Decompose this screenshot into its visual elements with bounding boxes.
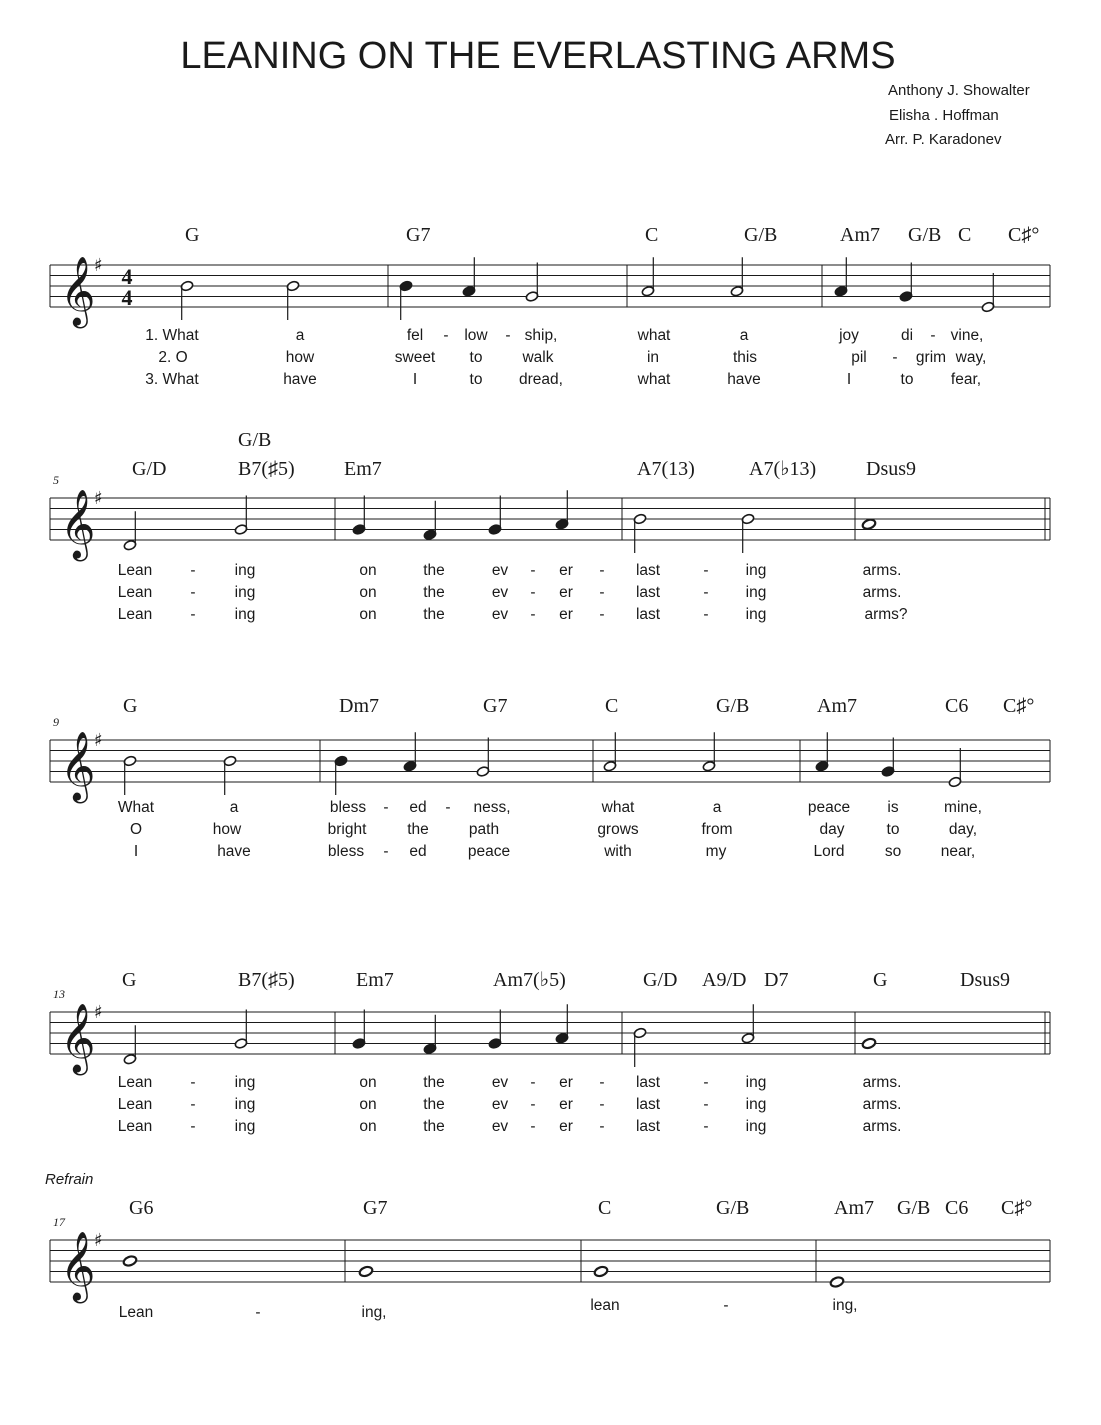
chord-symbol: G/B [716,695,750,717]
lyric-syllable: path [468,821,500,838]
chord-symbol: Dsus9 [960,969,1011,991]
lyric-syllable: grim [915,349,947,366]
lyric-syllable: ing [234,1118,256,1135]
lyric-syllable: the [423,1118,445,1135]
chord-symbol: G/B [238,429,272,451]
whole-note [861,518,876,530]
quarter-note [352,496,366,536]
lyric-syllable: near, [940,843,976,860]
chord-symbol: C♯° [1001,1197,1033,1219]
lyric-hyphen: - [599,606,605,623]
lyric-syllable: how [212,821,242,838]
lyric-syllable: the [423,584,445,601]
lyric-syllable: er [559,1074,573,1091]
lyric-syllable: walk [522,349,554,366]
chord-symbol: A7(13) [637,458,695,480]
lyric-syllable: peace [467,843,511,860]
lyric-syllable: er [559,1096,573,1113]
lyric-syllable: a [295,327,305,344]
lyric-hyphen: - [703,584,709,601]
svg-text:𝄞: 𝄞 [60,489,96,559]
lyric-syllable: last [635,1118,661,1135]
lyric-syllable: is [887,799,899,816]
chord-symbol: Am7(♭5) [493,969,566,991]
chord-symbol: G7 [406,224,431,246]
lyric-syllable: with [604,843,632,860]
chord-symbol: Am7 [834,1197,874,1219]
measure-number: 13 [53,987,65,1001]
lyric-syllable: arms. [862,1118,902,1135]
half-note [981,273,995,313]
whole-note [829,1276,844,1288]
lyric-syllable: Lean [117,606,153,623]
lyric-hyphen: - [703,1118,709,1135]
quarter-note [423,501,437,541]
lyric-syllable: arms. [862,1074,902,1091]
half-note [286,280,300,320]
lyric-syllable: ing, [832,1297,858,1314]
lyric-hyphen: - [530,562,536,579]
chord-symbol: C6 [945,1197,969,1219]
lyric-syllable: pil [851,349,867,366]
lyric-hyphen: - [599,1118,605,1135]
lyric-syllable: to [469,349,483,366]
lyric-hyphen: - [530,1096,536,1113]
chord-symbol: G/B [716,1197,750,1219]
lyric-syllable: on [359,606,377,623]
lyric-syllable: way, [955,349,987,366]
quarter-note [488,496,502,536]
chord-symbol: C [598,1197,612,1219]
lyric-hyphen: - [599,584,605,601]
lyric-hyphen: - [190,606,196,623]
lyric-syllable: ing [234,562,256,579]
lyric-syllable: how [285,349,315,366]
lyric-syllable: from [701,821,733,838]
lyric-syllable: ing [234,1074,256,1091]
lyric-syllable: Lean [117,1096,153,1113]
lyric-hyphen: - [599,1074,605,1091]
lyric-syllable: the [423,1096,445,1113]
lyric-syllable: ed [409,799,427,816]
quarter-note [815,732,829,772]
lyric-syllable: this [732,349,758,366]
lyric-hyphen: - [530,1118,536,1135]
half-note [741,513,755,553]
chord-symbol: G/B [908,224,942,246]
quarter-note [881,738,895,778]
lyric-syllable: ev [491,1096,509,1113]
half-note [702,732,716,772]
lyric-syllable: I [846,371,852,388]
lyric-syllable: Lean [117,584,153,601]
lyric-syllable: bless [329,799,367,816]
lyric-syllable: Lord [813,843,845,860]
lyric-syllable: ing [234,606,256,623]
lyric-syllable: ing [745,584,767,601]
lyric-syllable: er [559,562,573,579]
lyric-syllable: a [739,327,749,344]
chord-symbol: C6 [945,695,969,717]
lyric-syllable: 2. O [158,349,188,366]
lyric-syllable: arms. [862,562,902,579]
half-note [633,1027,647,1067]
lyric-syllable: low [464,327,488,344]
treble-clef-icon [60,256,95,328]
lyric-hyphen: - [703,1074,709,1091]
half-note [948,748,962,788]
half-note [633,513,647,553]
quarter-note [462,257,476,297]
half-note [223,755,237,795]
lyric-syllable: dread, [519,371,563,388]
lyric-syllable: er [559,584,573,601]
section-label: Refrain [45,1171,94,1188]
svg-text:♯: ♯ [94,1230,103,1251]
measure-number: 9 [53,715,59,729]
chord-symbol: C♯° [1003,695,1035,717]
half-note [476,738,490,778]
lyric-syllable: on [359,1118,377,1135]
lyric-syllable: joy [839,327,859,344]
lyric-syllable: ing [745,1074,767,1091]
lyric-hyphen: - [190,584,196,601]
lyric-syllable: what [637,327,671,344]
whole-note [358,1265,373,1277]
half-note [123,511,137,551]
lyric-syllable: a [712,799,722,816]
lyric-syllable: my [705,843,727,860]
half-note [234,1010,248,1050]
lyric-syllable: Lean [118,1304,154,1321]
quarter-note [488,1010,502,1050]
lyric-hyphen: - [190,1074,196,1091]
chord-symbol: C♯° [1008,224,1040,246]
lyric-syllable: er [559,606,573,623]
chord-symbol: G/D [132,458,167,480]
quarter-note [555,1004,569,1044]
lyric-syllable: Lean [117,562,153,579]
lyric-syllable: ing [745,1118,767,1135]
lyric-syllable: ing [745,562,767,579]
quarter-note [834,257,848,297]
lyric-hyphen: - [703,562,709,579]
lyric-syllable: 1. What [145,327,199,344]
half-note [525,263,539,303]
lyric-syllable: ed [409,843,427,860]
lyric-syllable: a [229,799,239,816]
svg-text:♯: ♯ [94,255,103,276]
lyric-hyphen: - [599,562,605,579]
lyric-syllable: last [635,606,661,623]
lyric-syllable: fel [406,327,424,344]
chord-symbol: Em7 [356,969,394,991]
lyric-syllable: ing [745,606,767,623]
lyric-syllable: ev [491,584,509,601]
lyric-syllable: ev [491,606,509,623]
half-note [123,755,137,795]
lyric-syllable: on [359,1096,377,1113]
lyric-hyphen: - [190,562,196,579]
chord-symbol: G [873,969,888,991]
lyric-hyphen: - [930,327,936,344]
lyric-hyphen: - [443,327,449,344]
half-note [603,732,617,772]
lyric-syllable: last [635,1074,661,1091]
lyric-syllable: ing [234,584,256,601]
quarter-note [334,755,348,795]
lyric-hyphen: - [445,799,451,816]
lyric-syllable: ship, [524,327,558,344]
lyric-syllable: last [635,584,661,601]
chord-symbol: D7 [764,969,789,991]
lyric-syllable: arms. [862,584,902,601]
chord-symbol: A9/D [702,969,747,991]
measure-number: 17 [53,1215,65,1229]
lyric-syllable: er [559,1118,573,1135]
key-signature-sharp-icon [94,255,103,276]
treble-clef-icon [60,489,95,561]
lyric-syllable: arms? [864,606,908,623]
quarter-note [423,1015,437,1055]
measure-number: 5 [53,473,59,487]
chord-symbol: C [958,224,972,246]
chord-symbol: G/B [744,224,778,246]
song-title: LEANING ON THE EVERLASTING ARMS [180,35,896,77]
lyric-hyphen: - [892,349,898,366]
lyric-hyphen: - [190,1096,196,1113]
chord-symbol: G/B [897,1197,931,1219]
lyric-syllable: last [635,562,661,579]
chord-symbol: G [123,695,138,717]
chord-symbol: G/D [643,969,678,991]
half-note [741,1004,755,1044]
chord-symbol: Em7 [344,458,382,480]
lyric-syllable: to [886,821,900,838]
quarter-note [403,732,417,772]
key-signature-sharp-icon [94,1002,103,1023]
whole-note [122,1255,137,1267]
svg-text:♯: ♯ [94,488,103,509]
lyric-syllable: I [412,371,418,388]
quarter-note [555,490,569,530]
chord-symbol: C [605,695,619,717]
quarter-note [352,1010,366,1050]
chord-symbol: Dsus9 [866,458,917,480]
lyric-syllable: sweet [394,349,436,366]
lyric-syllable: day [819,821,845,838]
whole-note [593,1265,608,1277]
chord-symbol: B7(♯5) [238,969,295,991]
lyric-syllable: last [635,1096,661,1113]
lyric-hyphen: - [703,1096,709,1113]
lyric-syllable: the [423,562,445,579]
svg-text:𝄞: 𝄞 [60,731,96,801]
lyric-syllable: the [423,1074,445,1091]
chord-symbol: C [645,224,659,246]
lyric-syllable: on [359,584,377,601]
chord-symbol: G7 [363,1197,388,1219]
treble-clef-icon [60,1003,95,1075]
chord-symbol: Am7 [840,224,880,246]
lyric-syllable: vine, [950,327,984,344]
half-note [180,280,194,320]
lyric-syllable: mine, [944,799,982,816]
lyric-hyphen: - [530,1074,536,1091]
half-note [123,1025,137,1065]
lyric-syllable: ing [234,1096,256,1113]
lyric-syllable: the [407,821,429,838]
lyric-syllable: have [217,843,251,860]
time-signature-bottom: 4 [121,285,133,310]
lyric-hyphen: - [723,1297,729,1314]
chord-symbol: Dm7 [339,695,379,717]
lyricist-credit: Elisha . Hoffman [889,107,999,124]
svg-text:♯: ♯ [94,1002,103,1023]
lyric-syllable: Lean [117,1118,153,1135]
lyric-hyphen: - [599,1096,605,1113]
lyric-hyphen: - [383,799,389,816]
key-signature-sharp-icon [94,730,103,751]
lyric-hyphen: - [505,327,511,344]
lyric-hyphen: - [703,606,709,623]
lyric-syllable: ev [491,1118,509,1135]
lyric-syllable: so [884,843,902,860]
lyric-syllable: grows [597,821,639,838]
lyric-hyphen: - [383,843,389,860]
treble-clef-icon [60,1231,95,1303]
lyric-syllable: Lean [117,1074,153,1091]
lyric-syllable: ev [491,562,509,579]
arranger-credit: Arr. P. Karadonev [885,131,1002,148]
quarter-note [399,280,413,320]
lyric-syllable: the [423,606,445,623]
lyric-syllable: to [900,371,914,388]
half-note [641,257,655,297]
lyric-syllable: have [727,371,761,388]
chord-symbol: G [122,969,137,991]
svg-text:𝄞: 𝄞 [60,1003,96,1073]
whole-note [861,1037,876,1049]
half-note [234,496,248,536]
composer-credit: Anthony J. Showalter [888,82,1030,99]
lyric-hyphen: - [530,606,536,623]
treble-clef-icon [60,731,95,803]
lyric-syllable: in [646,349,660,366]
chord-symbol: G7 [483,695,508,717]
lyric-syllable: bless [327,843,365,860]
lyric-syllable: fear, [950,371,982,388]
lyric-syllable: on [359,1074,377,1091]
key-signature-sharp-icon [94,488,103,509]
lyric-syllable: peace [807,799,851,816]
lyric-syllable: what [637,371,671,388]
lyric-hyphen: - [530,584,536,601]
lyric-syllable: lean [590,1297,620,1314]
lyric-syllable: what [601,799,635,816]
lyric-syllable: on [359,562,377,579]
lyric-syllable: O [129,821,143,838]
lyric-syllable: to [469,371,483,388]
time-signature-top: 4 [121,264,133,289]
quarter-note [899,263,913,303]
chord-symbol: A7(♭13) [749,458,817,480]
lyric-syllable: ing [745,1096,767,1113]
chord-symbol: G6 [129,1197,154,1219]
key-signature-sharp-icon [94,1230,103,1251]
chord-symbol: B7(♯5) [238,458,295,480]
lyric-syllable: ev [491,1074,509,1091]
lyric-syllable: have [283,371,317,388]
half-note [730,257,744,297]
chord-symbol: Am7 [817,695,857,717]
lyric-syllable: bright [327,821,367,838]
lyric-syllable: di [900,327,914,344]
svg-text:♯: ♯ [94,730,103,751]
lyric-syllable: 3. What [145,371,199,388]
lyric-syllable: What [117,799,155,816]
lyric-syllable: ness, [473,799,511,816]
lyric-syllable: day, [948,821,978,838]
lyric-syllable: I [133,843,139,860]
chord-symbol: G [185,224,200,246]
lyric-hyphen: - [255,1304,261,1321]
svg-text:𝄞: 𝄞 [60,256,96,326]
lyric-syllable: arms. [862,1096,902,1113]
svg-text:𝄞: 𝄞 [60,1231,96,1301]
lyric-hyphen: - [190,1118,196,1135]
lyric-syllable: ing, [361,1304,387,1321]
